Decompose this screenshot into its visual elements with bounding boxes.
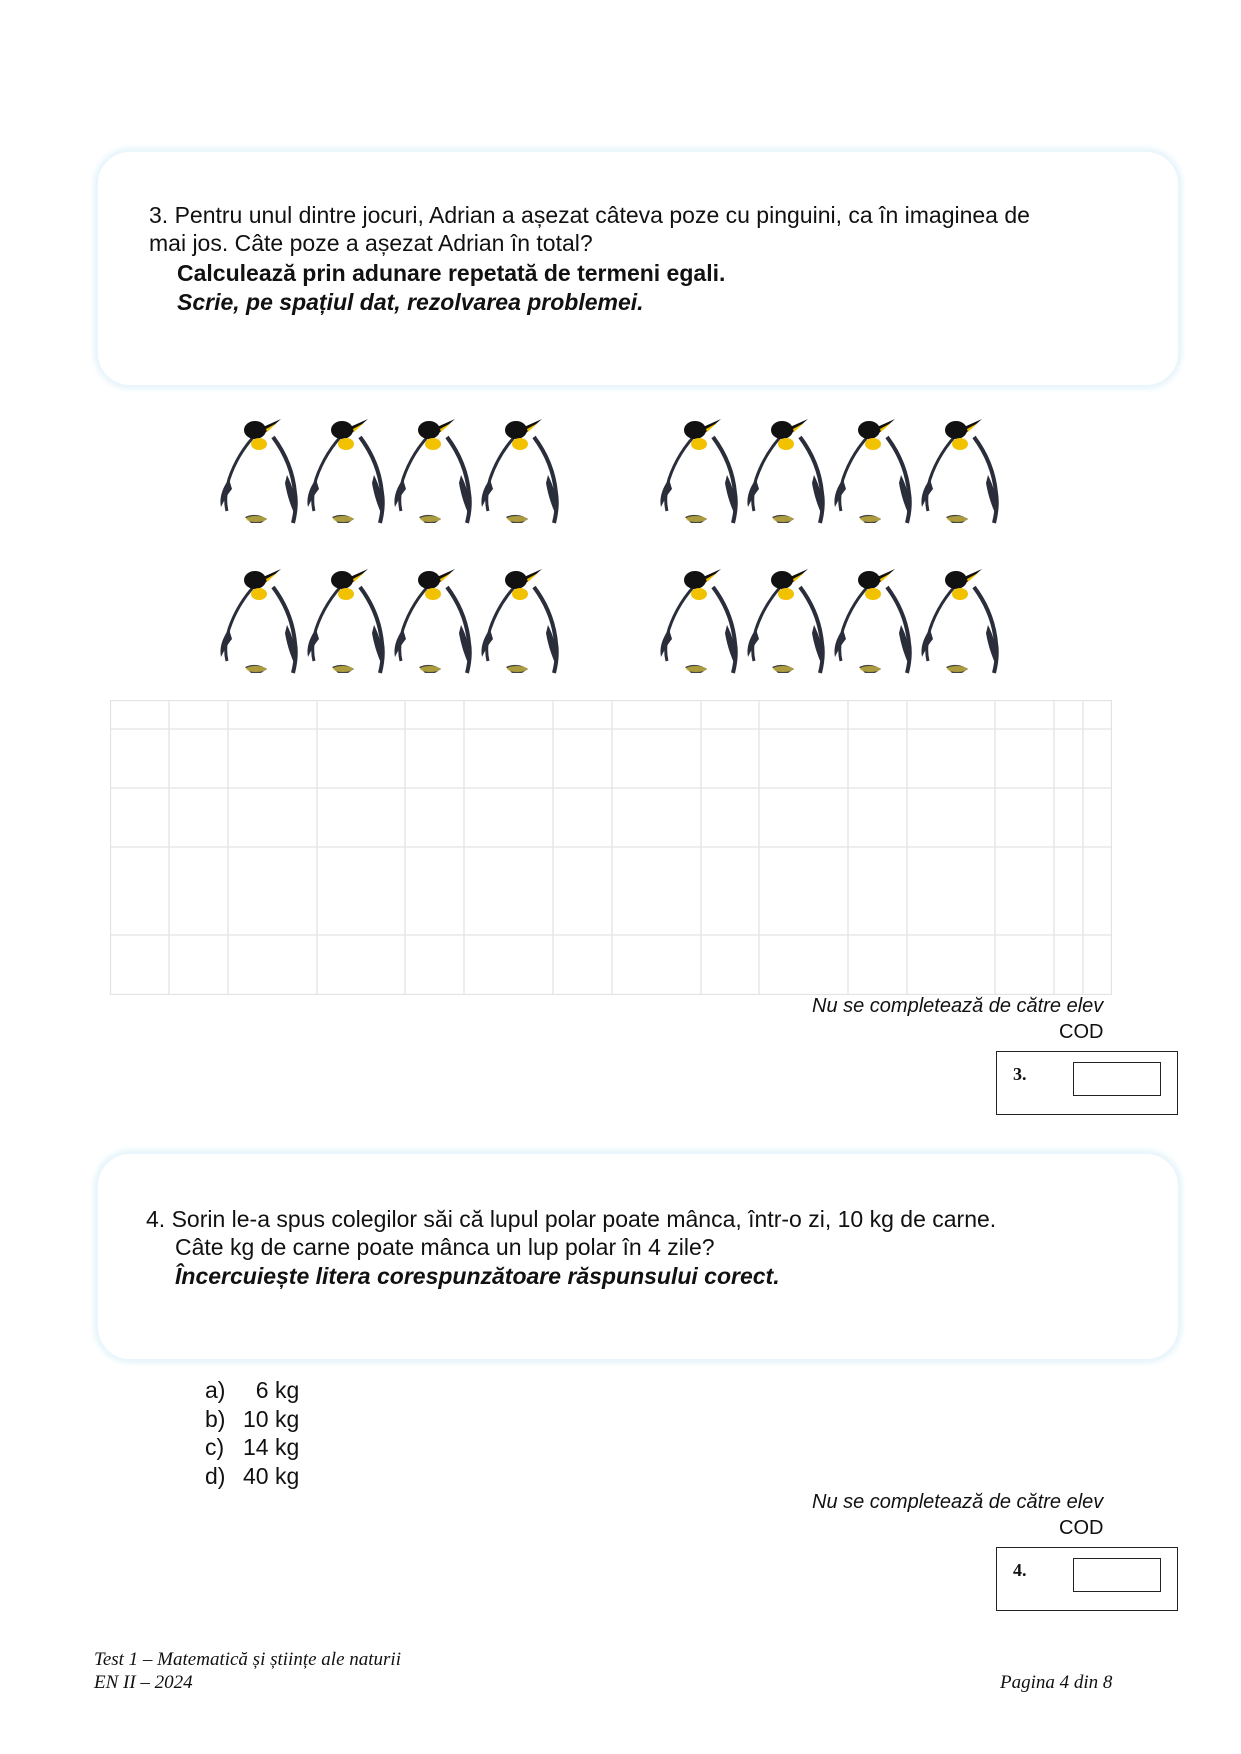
- option-text: 10 kg: [243, 1406, 300, 1432]
- penguin-icon: [389, 415, 479, 533]
- q4-score-box: [996, 1547, 1178, 1611]
- option-letter: c): [205, 1434, 225, 1460]
- q4-instruction-circle: Încercuiește litera corespunzătoare răspunsului corect.: [175, 1263, 780, 1289]
- penguin-icon: [302, 415, 392, 533]
- penguin-icon: [742, 565, 832, 683]
- option-text: 40 kg: [243, 1463, 300, 1489]
- option-text: 14 kg: [243, 1434, 300, 1460]
- footer-page-number: Pagina 4 din 8: [1000, 1672, 1113, 1693]
- q3-text-line-2: mai jos. Câte poze a așezat Adrian în total?: [149, 230, 593, 256]
- penguin-icon: [829, 415, 919, 533]
- penguin-icon: [389, 565, 479, 683]
- q3-instruction-write: Scrie, pe spațiul dat, rezolvarea problemei.: [177, 289, 644, 315]
- penguin-icon: [916, 415, 1006, 533]
- q3-cod-label: COD: [1059, 1021, 1104, 1043]
- penguin-icon: [215, 415, 305, 533]
- penguin-icon: [302, 565, 392, 683]
- option-letter: a): [205, 1377, 226, 1403]
- q3-score-box: [996, 1051, 1178, 1115]
- answer-option-d[interactable]: [205, 1463, 299, 1490]
- q4-score-field: [1073, 1558, 1161, 1592]
- q4-text-line-1: 4. Sorin le-a spus colegilor săi că lupul polar poate mânca, într-o zi, 10 kg de carne.: [146, 1206, 997, 1232]
- q3-instruction-calculate: Calculează prin adunare repetată de termeni egali.: [177, 260, 726, 286]
- answer-writing-grid[interactable]: [110, 700, 1112, 995]
- answer-option-b[interactable]: [205, 1406, 299, 1433]
- penguin-icon: [916, 565, 1006, 683]
- penguin-icon: [655, 415, 745, 533]
- q4-not-for-student-note: Nu se completează de către elev: [812, 1491, 1104, 1513]
- option-text: 6 kg: [243, 1377, 300, 1403]
- q3-score-label: 3.: [1013, 1064, 1027, 1084]
- answer-option-a[interactable]: [205, 1377, 299, 1404]
- answer-option-c[interactable]: [205, 1434, 299, 1461]
- penguin-icon: [476, 415, 566, 533]
- footer-test-title: Test 1 – Matematică și științe ale naturii: [94, 1649, 401, 1670]
- q3-text-line-1: 3. Pentru unul dintre jocuri, Adrian a așezat câteva poze cu pinguini, ca în imaginea de: [149, 202, 1030, 228]
- q3-score-field: [1073, 1062, 1161, 1096]
- penguin-icon: [476, 565, 566, 683]
- option-letter: d): [205, 1463, 226, 1489]
- footer-exam: EN II – 2024: [94, 1672, 193, 1693]
- q4-cod-label: COD: [1059, 1517, 1104, 1539]
- penguin-icon: [829, 565, 919, 683]
- penguin-icon: [655, 565, 745, 683]
- penguin-icon: [742, 415, 832, 533]
- option-letter: b): [205, 1406, 226, 1432]
- q3-not-for-student-note: Nu se completează de către elev: [812, 995, 1104, 1017]
- q4-score-label: 4.: [1013, 1560, 1027, 1580]
- q4-text-line-2: Câte kg de carne poate mânca un lup polar în 4 zile?: [175, 1234, 715, 1260]
- penguin-icon: [215, 565, 305, 683]
